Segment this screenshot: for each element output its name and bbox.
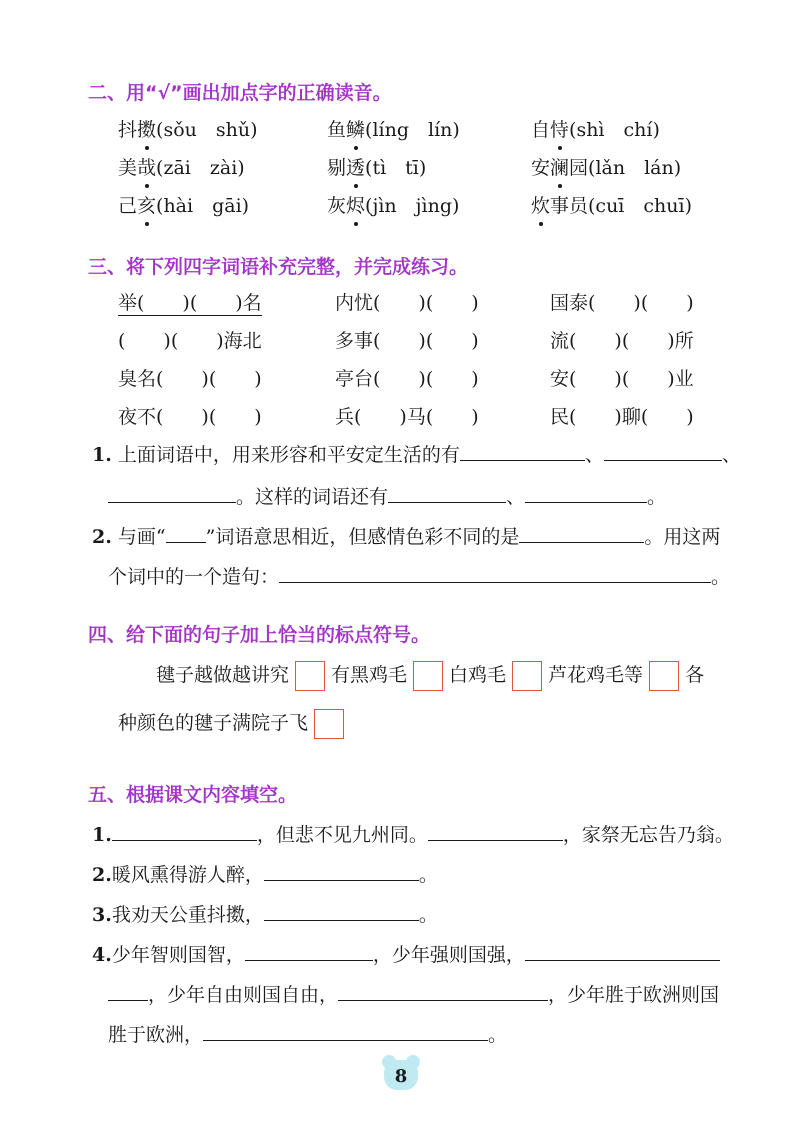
separator: 、 (721, 444, 741, 466)
pinyin-options[interactable]: 事员(cuī chuī) (550, 195, 692, 217)
sentence-text: 有黑鸡毛 (331, 664, 408, 686)
s3-question-2-line-1 (92, 522, 720, 549)
pinyin-item (531, 115, 660, 142)
s5-question-4-line-3 (108, 1020, 507, 1047)
idiom-cell[interactable]: 亭台( )( ) (335, 368, 479, 390)
sentence-text: 白鸡毛 (449, 664, 507, 686)
pinyin-item (118, 115, 258, 142)
question-number: 3. (92, 904, 112, 926)
answer-blank[interactable] (525, 484, 647, 503)
pinyin-options[interactable]: (hài gāi) (156, 195, 250, 217)
answer-blank[interactable] (604, 442, 722, 461)
page-number: 8 (394, 1066, 408, 1087)
question-text: ”词语意思相近，但感情色彩不同的是 (205, 526, 520, 548)
s5-question-4-line-1 (92, 940, 720, 967)
punctuation-box[interactable] (314, 709, 344, 739)
answer-blank[interactable] (525, 942, 720, 961)
question-text: 胜于欧洲， (108, 1024, 204, 1046)
question-text: 。这样的词语还有 (236, 486, 389, 508)
pinyin-options[interactable]: 园(lǎn lán) (569, 157, 682, 179)
idiom-cell[interactable]: 内忧( )( ) (335, 292, 479, 314)
s4-sentence-line-1 (156, 660, 704, 691)
char-dotted: 鳞 (346, 115, 365, 142)
pinyin-item (118, 191, 249, 218)
question-text: ，少年强则国强， (372, 944, 525, 966)
question-text: 少年智则国智， (111, 944, 245, 966)
section-5-title: 五、根据课文内容填空。 (88, 784, 298, 806)
char-plain: 美 (118, 157, 138, 179)
pinyin-item (531, 153, 681, 180)
char-plain: 抖 (118, 119, 138, 141)
separator: 。 (418, 904, 438, 926)
answer-blank[interactable] (203, 1022, 488, 1041)
s3-question-1-line-1 (92, 440, 741, 467)
pinyin-item (327, 153, 426, 180)
char-dotted: 恃 (550, 115, 569, 142)
answer-blank[interactable] (245, 942, 373, 961)
char-dotted: 烬 (346, 191, 365, 218)
char-plain: 剔 (327, 157, 347, 179)
pinyin-item (531, 191, 692, 218)
answer-blank[interactable] (519, 524, 644, 543)
question-text: 上面词语中，用来形容和平安定生活的有 (117, 444, 460, 466)
question-text: 暖风熏得游人醉， (111, 864, 264, 886)
answer-blank[interactable] (428, 822, 563, 841)
idiom-cell[interactable]: 流( )( )所 (550, 330, 694, 352)
pinyin-options[interactable]: (jìn jìng) (365, 195, 460, 217)
char-plain: 自 (531, 119, 551, 141)
answer-blank[interactable] (264, 862, 419, 881)
s5-question-2 (92, 860, 438, 887)
question-text: 。用这两 (644, 526, 721, 548)
s4-sentence-line-2 (118, 708, 350, 739)
question-text: ，少年自由则国自由， (148, 984, 339, 1006)
char-plain: 鱼 (327, 119, 347, 141)
question-text: ，少年胜于欧洲则国 (548, 984, 720, 1006)
separator: 。 (418, 864, 438, 886)
char-dotted: 亥 (137, 191, 156, 218)
answer-blank[interactable] (166, 524, 206, 543)
punctuation-box[interactable] (413, 661, 443, 691)
pinyin-options[interactable]: (shì chí) (569, 119, 660, 141)
idiom-cell[interactable]: 多事( )( ) (335, 330, 479, 352)
answer-blank[interactable] (112, 822, 257, 841)
question-number: 2. (92, 864, 112, 886)
char-dotted: 炊 (531, 191, 550, 218)
question-text: ，但悲不见九州同。 (256, 824, 428, 846)
answer-blank[interactable] (108, 982, 148, 1001)
separator: 。 (647, 486, 667, 508)
question-text: 个词中的一个造句： (108, 566, 280, 588)
pinyin-item (327, 115, 460, 142)
s5-question-4-line-2 (108, 980, 719, 1007)
punctuation-box[interactable] (512, 661, 542, 691)
sentence-text: 各 (685, 664, 705, 686)
idiom-cell[interactable]: 国泰( )( ) (550, 292, 694, 314)
question-number: 2. (92, 526, 112, 548)
idiom-cell[interactable]: 民( )聊( ) (550, 406, 694, 428)
answer-blank[interactable] (460, 442, 585, 461)
answer-blank[interactable] (388, 484, 506, 503)
char-dotted: 澜 (550, 153, 569, 180)
pinyin-item (327, 191, 459, 218)
char-plain: 安 (531, 157, 551, 179)
pinyin-options[interactable]: (sǒu shǔ) (156, 119, 258, 141)
section-2-title: 二、用“√”画出加点字的正确读音。 (88, 82, 392, 104)
separator: 。 (488, 1024, 508, 1046)
answer-blank[interactable] (279, 564, 711, 583)
char-dotted: 透 (346, 153, 365, 180)
char-plain: 灰 (327, 195, 347, 217)
section-4-title: 四、给下面的句子加上恰当的标点符号。 (88, 624, 431, 646)
page-number-badge (381, 1054, 421, 1092)
question-text: 我劝天公重抖擞， (111, 904, 264, 926)
question-number: 1. (92, 444, 112, 466)
s3-question-1-line-2 (108, 482, 666, 509)
s5-question-1 (92, 820, 734, 847)
answer-blank[interactable] (108, 484, 236, 503)
pinyin-options[interactable]: (líng lín) (365, 119, 460, 141)
sentence-text: 芦花鸡毛等 (548, 664, 644, 686)
sentence-text: 毽子越做越讲究 (156, 664, 290, 686)
char-plain: 己 (118, 195, 138, 217)
idiom-cell[interactable]: 举( )( )名 (118, 288, 262, 316)
punctuation-box[interactable] (649, 661, 679, 691)
idiom-cell[interactable]: ( )( )海北 (118, 330, 262, 352)
pinyin-options[interactable]: (zāi zài) (156, 157, 245, 179)
answer-blank[interactable] (264, 902, 419, 921)
sentence-text: 种颜色的毽子满院子飞 (118, 712, 309, 734)
char-dotted: 擞 (137, 115, 156, 142)
idiom-cell[interactable]: 臭名( )( ) (118, 368, 262, 390)
separator: 、 (584, 444, 604, 466)
pinyin-options[interactable]: (tì tī) (365, 157, 427, 179)
pinyin-item (118, 153, 245, 180)
question-number: 4. (92, 944, 112, 966)
section-3-title: 三、将下列四字词语补充完整，并完成练习。 (88, 256, 469, 278)
question-number: 1. (92, 824, 112, 846)
idiom-cell[interactable]: 兵( )马( ) (335, 406, 479, 428)
idiom-cell[interactable]: 夜不( )( ) (118, 406, 262, 428)
question-text: 与画“ (117, 526, 166, 548)
separator: 、 (506, 486, 526, 508)
char-dotted: 哉 (137, 153, 156, 180)
idiom-cell[interactable]: 安( )( )业 (550, 368, 694, 390)
s3-question-2-line-2 (108, 562, 730, 589)
answer-blank[interactable] (338, 982, 548, 1001)
punctuation-box[interactable] (295, 661, 325, 691)
question-text: ，家祭无忘告乃翁。 (562, 824, 734, 846)
s5-question-3 (92, 900, 438, 927)
separator: 。 (711, 566, 731, 588)
